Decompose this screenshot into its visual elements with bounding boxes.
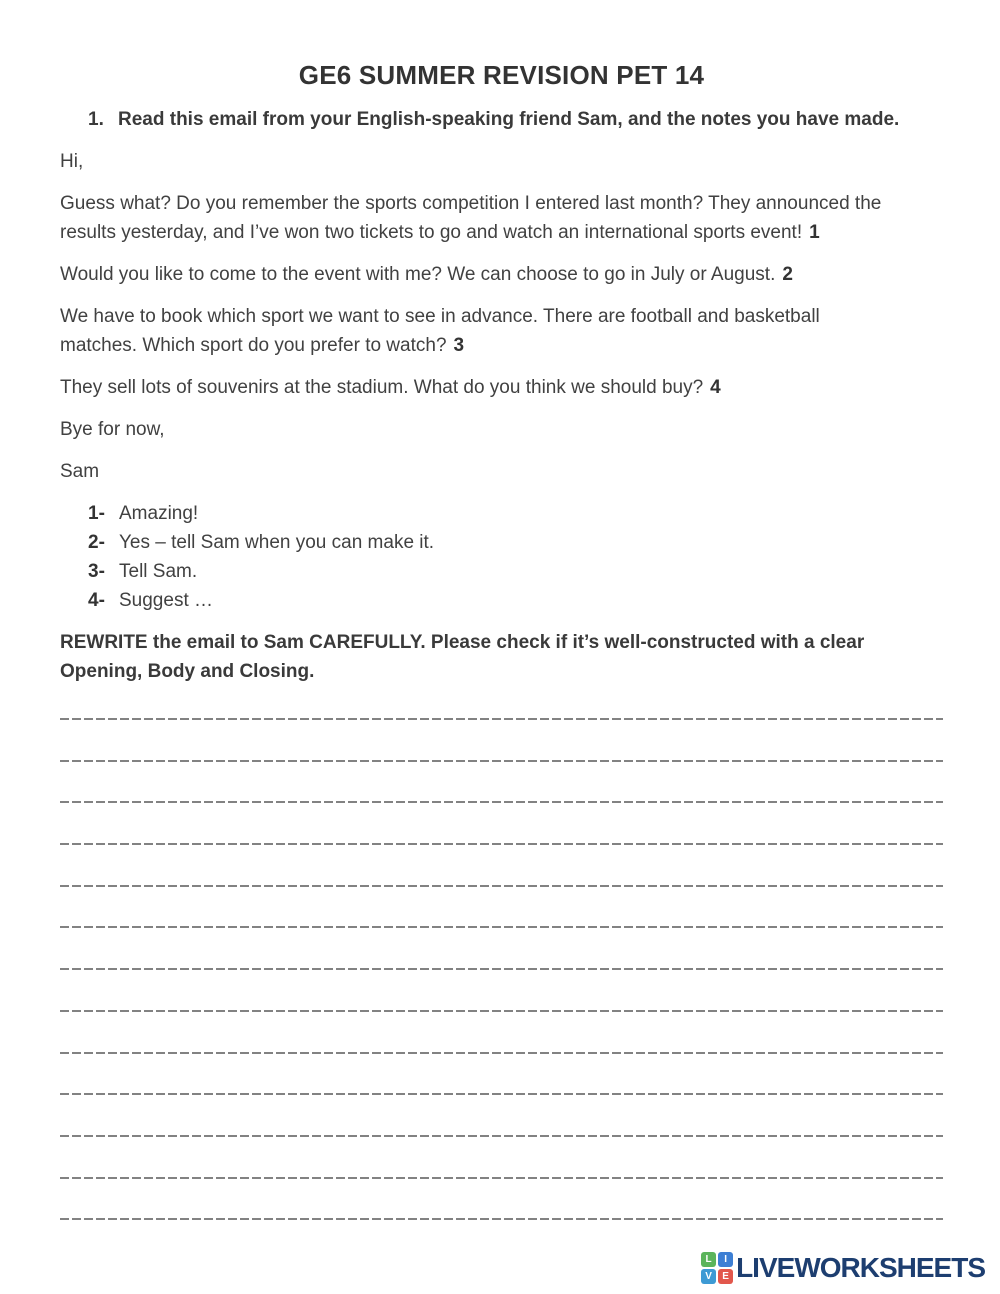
task-text: Read this email from your English-speaking friend Sam, and the notes you have made. [118, 109, 900, 130]
note-marker-4: 4 [710, 377, 721, 398]
page-title: GE6 SUMMER REVISION PET 14 [298, 60, 705, 90]
logo-tile-i: I [718, 1252, 733, 1267]
note-number: 4- [88, 590, 105, 611]
liveworksheets-icon [701, 1252, 733, 1284]
email-closing: Bye for now, [60, 419, 165, 440]
liveworksheets-wordmark: LIVEWORKSHEETS [736, 1252, 985, 1283]
answer-line[interactable] [60, 1135, 943, 1137]
answer-line[interactable] [60, 885, 943, 887]
note-number: 1- [88, 503, 105, 524]
answer-line[interactable] [60, 1218, 943, 1220]
email-paragraph-1: Guess what? Do you remember the sports competition I entered last month? They announced the results yesterday, and I’ve won two tickets to go and watch an international sports event! 1 [60, 193, 882, 243]
email-paragraph-4: They sell lots of souvenirs at the stadium. What do you think we should buy? 4 [60, 377, 721, 398]
email-greeting: Hi, [60, 151, 84, 172]
note-item-3 [88, 557, 943, 586]
note-item-1 [88, 499, 943, 528]
logo-tile-e: E [718, 1269, 733, 1284]
email-signature: Sam [60, 461, 100, 482]
answer-line[interactable] [60, 1052, 943, 1054]
answer-writing-area[interactable] [60, 718, 943, 1220]
task-number: 1. [88, 109, 104, 130]
answer-line[interactable] [60, 1010, 943, 1012]
answer-line[interactable] [60, 926, 943, 928]
logo-tile-v: V [701, 1269, 716, 1284]
rewrite-instruction: REWRITE the email to Sam CAREFULLY. Please check if it’s well-constructed with a clear Opening, Body and Closing. [60, 632, 865, 682]
note-item-4 [88, 586, 943, 615]
notes-list [60, 499, 943, 615]
answer-line[interactable] [60, 1093, 943, 1095]
answer-line[interactable] [60, 843, 943, 845]
logo-tile-l: L [701, 1252, 716, 1267]
answer-line[interactable] [60, 760, 943, 762]
note-text: Amazing! [119, 503, 199, 524]
note-marker-1: 1 [809, 222, 820, 243]
email-paragraph-2: Would you like to come to the event with me? We can choose to go in July or August. 2 [60, 264, 793, 285]
answer-line[interactable] [60, 968, 943, 970]
note-text: Suggest … [119, 590, 213, 611]
answer-line[interactable] [60, 718, 943, 720]
answer-line[interactable] [60, 1177, 943, 1179]
note-marker-3: 3 [453, 335, 465, 356]
note-number: 3- [88, 561, 105, 582]
note-number: 2- [88, 532, 105, 553]
note-text: Tell Sam. [119, 561, 198, 582]
note-item-2 [88, 528, 943, 557]
note-text: Yes – tell Sam when you can make it. [119, 532, 435, 553]
liveworksheets-logo [701, 1250, 985, 1286]
email-paragraph-3: We have to book which sport we want to see in advance. There are football and basketball matches. Which sport do you prefer to watch? 3 [60, 306, 820, 356]
answer-line[interactable] [60, 801, 943, 803]
task-1-heading [60, 105, 943, 134]
note-marker-2: 2 [782, 264, 793, 285]
